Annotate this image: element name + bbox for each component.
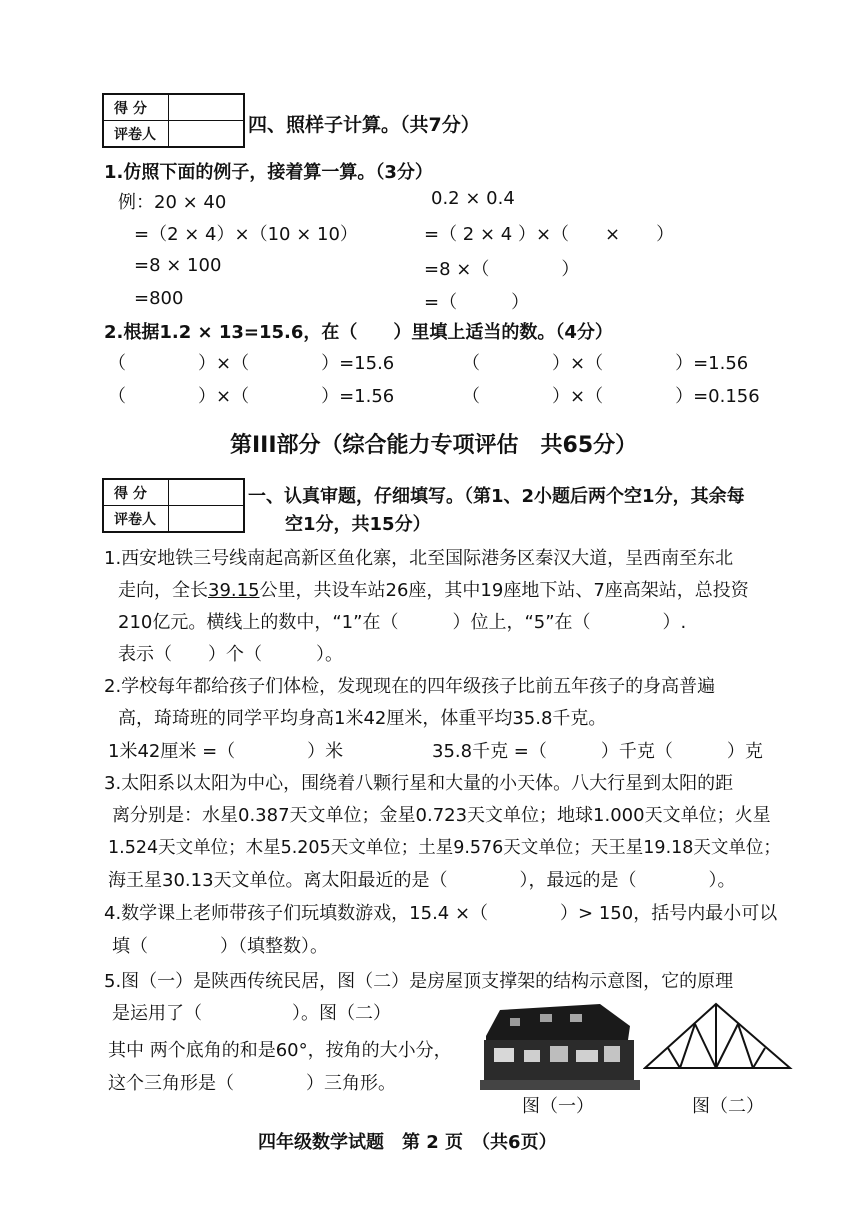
question-text (118, 576, 749, 602)
grader-field[interactable] (169, 121, 245, 148)
score-label: 得 分 (103, 479, 169, 506)
figure-caption: 图（二） (692, 1096, 764, 1117)
question-title: 1.仿照下面的例子，接着算一算。（3分） (104, 162, 433, 183)
question-text: 其中 两个底角的和是60°，按角的大小分， (108, 1040, 452, 1061)
fill-blank-line[interactable]: （ ）×（ ）=0.156 (462, 386, 760, 407)
question-text: 2.学校每年都给孩子们体检，发现现在的四年级孩子比前五年孩子的身高普遍 (104, 676, 716, 697)
fill-blank-line[interactable]: （ ）×（ ）=1.56 (108, 386, 395, 407)
question-text: 离分别是：水星0.387天文单位；金星0.723天文单位；地球1.000天文单位；火星 (112, 805, 771, 826)
question-text: 高，琦琦班的同学平均身高1米42厘米，体重平均35.8千克。 (118, 708, 607, 729)
figure-caption: 图（一） (522, 1096, 594, 1117)
question-text[interactable]: 海王星30.13天文单位。离太阳最近的是（ ），最远的是（ ）。 (108, 870, 736, 891)
grader-label: 评卷人 (103, 506, 169, 533)
underlined-number: 39.15 (208, 580, 260, 601)
section-title: 空1分，共15分） (285, 514, 431, 535)
question-text: 1.524天文单位；木星5.205天文单位；土星9.576天文单位；天王星19.18天文单位； (108, 838, 781, 858)
example-line: =（2 × 4）×（10 × 10） (134, 224, 358, 245)
question-text[interactable]: 填（ ）（填整数）。 (112, 936, 328, 957)
page-footer: 四年级数学试题 第 2 页 （共6页） (258, 1132, 557, 1153)
question-text: 5.图（一）是陕西传统民居，图（二）是房屋顶支撑架的结构示意图，它的原理 (104, 971, 734, 992)
question-text[interactable]: 4.数学课上老师带孩子们玩填数游戏，15.4 ×（ ）> 150，括号内最小可以 (104, 903, 778, 924)
score-field[interactable] (169, 479, 245, 506)
question-text[interactable]: 表示（ ）个（ ）。 (118, 644, 343, 665)
score-box (102, 478, 245, 533)
question-text: 1.西安地铁三号线南起高新区鱼化寨，北至国际港务区秦汉大道，呈西南至东北 (104, 548, 734, 569)
question-text: 3.太阳系以太阳为中心，围绕着八颗行星和大量的小天体。八大行星到太阳的距 (104, 773, 734, 794)
score-field[interactable] (169, 94, 245, 121)
part-title: 第III部分（综合能力专项评估 共65分） (230, 433, 638, 458)
exercise-line[interactable]: =（ ） (424, 292, 530, 313)
exercise-line[interactable]: =（ 2 × 4 ）×（ × ） (424, 224, 675, 245)
score-label: 得 分 (103, 94, 169, 121)
fill-blank-line[interactable]: 1米42厘米 =（ ）米 (108, 741, 344, 762)
example-line: =8 × 100 (134, 255, 222, 276)
section-title: 四、照样子计算。（共7分） (248, 114, 480, 136)
question-text[interactable]: 是运用了（ ）。图（二） (112, 1003, 391, 1024)
roof-truss-diagram (643, 1000, 793, 1072)
exercise-line: 0.2 × 0.4 (431, 188, 515, 209)
question-title: 2.根据1.2 × 13=15.6，在（ ）里填上适当的数。（4分） (104, 322, 613, 343)
grader-field[interactable] (169, 506, 245, 533)
score-box (102, 93, 245, 148)
grader-label: 评卷人 (103, 121, 169, 148)
section-title: 一、认真审题，仔细填写。（第1、2小题后两个空1分，其余每 (248, 486, 745, 507)
question-text-part: 走向，全长 (118, 580, 208, 601)
fill-blank-line[interactable]: （ ）×（ ）=1.56 (462, 353, 749, 374)
fill-blank-line[interactable]: （ ）×（ ）=15.6 (108, 353, 395, 374)
example-line: =800 (134, 288, 184, 309)
exercise-line[interactable]: =8 ×（ ） (424, 259, 580, 280)
question-text-part: 公里，共设车站26座，其中19座地下站、7座高架站，总投资 (259, 580, 749, 601)
fill-blank-line[interactable]: 35.8千克 =（ ）千克（ ）克 (432, 741, 763, 762)
house-photo (480, 1000, 640, 1090)
example-line: 例：20 × 40 (118, 192, 227, 213)
question-text[interactable]: 210亿元。横线上的数中，“1”在（ ）位上，“5”在（ ）. (118, 612, 687, 633)
question-text[interactable]: 这个三角形是（ ）三角形。 (108, 1073, 396, 1094)
